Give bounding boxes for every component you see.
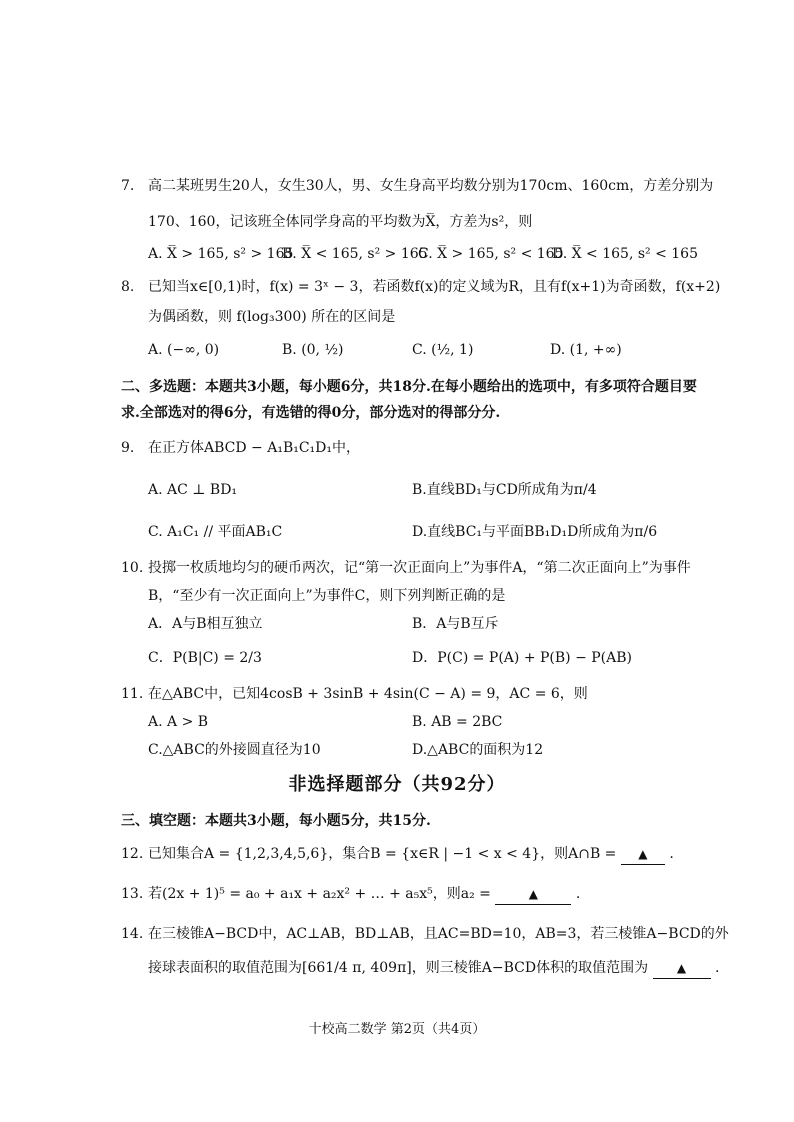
- answer-blank[interactable]: [621, 844, 665, 865]
- period: .: [669, 846, 674, 862]
- answer-blank[interactable]: [495, 884, 571, 905]
- question-text: B，“至少有一次正面向上”为事件C，则下列判断正确的是: [148, 588, 506, 604]
- option-c: C. X̅ > 165, s² < 165: [418, 246, 564, 262]
- question-number: 11.: [121, 686, 144, 702]
- question-stem: 已知集合A = {1,2,3,4,5,6}，集合B = {x∈R | −1 < x < 4}，则A∩B =: [148, 846, 617, 862]
- question-text: 已知当x∈[0,1)时，f(x) = 3ˣ − 3，若函数f(x)的定义域为R，且有f(x+1)为奇函数，f(x+2): [148, 279, 721, 295]
- option-b: B. X̅ < 165, s² > 165: [282, 246, 428, 262]
- question-text: [148, 884, 580, 905]
- section-heading: 三、填空题：本题共3小题，每小题5分，共15分.: [121, 813, 431, 829]
- option-b: B．A与B互斥: [412, 616, 499, 632]
- option-c: C.△ABC的外接圆直径为10: [148, 742, 321, 758]
- section-heading: 求.全部选对的得6分，有选错的得0分，部分选对的得部分分.: [121, 405, 501, 421]
- question-text: 在正方体ABCD − A₁B₁C₁D₁中，: [148, 440, 361, 456]
- option-d: D. X̅ < 165, s² < 165: [552, 246, 698, 262]
- question-number: 14.: [121, 926, 144, 942]
- question-text: 高二某班男生20人，女生30人，男、女生身高平均数分别为170cm、160cm，方差分别为: [148, 178, 714, 194]
- question-text: 投掷一枚质地均匀的硬币两次，记“第一次正面向上”为事件A，“第二次正面向上”为事件: [148, 560, 691, 576]
- period: .: [714, 960, 720, 976]
- answer-blank[interactable]: [653, 958, 711, 979]
- option-d: D.△ABC的面积为12: [412, 742, 544, 758]
- option-a: A. AC ⊥ BD₁: [148, 482, 238, 498]
- option-a: A．A与B相互独立: [148, 616, 263, 632]
- question-stem: 若(2x + 1)⁵ = a₀ + a₁x + a₂x² + … + a₅x⁵，则a₂ =: [148, 886, 491, 902]
- question-number: 13.: [121, 886, 144, 902]
- option-c: C．P(B|C) = 2/3: [148, 650, 262, 666]
- option-b: B.直线BD₁与CD所成角为π/4: [412, 482, 597, 498]
- question-number: 7.: [121, 178, 135, 194]
- triangle-icon: ▲: [676, 961, 687, 975]
- question-number: 8.: [121, 279, 135, 295]
- option-a: A. A > B: [148, 714, 209, 730]
- question-text: 在三棱锥A−BCD中，AC⊥AB，BD⊥AB，且AC=BD=10，AB=3，若三棱锥A−BCD的外: [148, 926, 729, 942]
- option-b: B. (0, ½): [282, 342, 344, 358]
- option-c: C. (½, 1): [412, 342, 474, 358]
- question-text: [148, 958, 719, 979]
- question-text: 在△ABC中，已知4cosB + 3sinB + 4sin(C − A) = 9，AC = 6，则: [148, 686, 588, 702]
- section-heading: 二、多选题：本题共3小题，每小题6分，共18分.在每小题给出的选项中，有多项符合题目要: [121, 379, 697, 395]
- option-c: C. A₁C₁ // 平面AB₁C: [148, 524, 283, 540]
- option-d: D．P(C) = P(A) + P(B) − P(AB): [412, 650, 633, 666]
- period: .: [575, 886, 581, 902]
- triangle-icon: ▲: [528, 887, 538, 901]
- page-footer: 十校高二数学 第2页（共4页）: [308, 1022, 486, 1037]
- option-a: A. (−∞, 0): [148, 342, 220, 358]
- option-d: D.直线BC₁与平面BB₁D₁D所成角为π/6: [412, 524, 658, 540]
- part-title: 非选择题部分（共92分）: [288, 774, 506, 795]
- question-stem: 接球表面积的取值范围为[661/4 π, 409π]，则三棱锥A−BCD体积的取值范围为: [148, 960, 649, 976]
- question-number: 9.: [121, 440, 135, 456]
- triangle-icon: ▲: [638, 847, 648, 861]
- question-number: 12.: [121, 846, 144, 862]
- option-b: B. AB = 2BC: [412, 714, 503, 730]
- question-text: [148, 844, 674, 865]
- question-text: 为偶函数，则 f(log₃300) 所在的区间是: [148, 309, 396, 325]
- question-number: 10.: [121, 560, 144, 576]
- option-a: A. X̅ > 165, s² > 165: [148, 246, 294, 262]
- option-d: D. (1, +∞): [550, 342, 622, 358]
- question-text: 170、160，记该班全体同学身高的平均数为X̅，方差为s²，则: [148, 214, 533, 230]
